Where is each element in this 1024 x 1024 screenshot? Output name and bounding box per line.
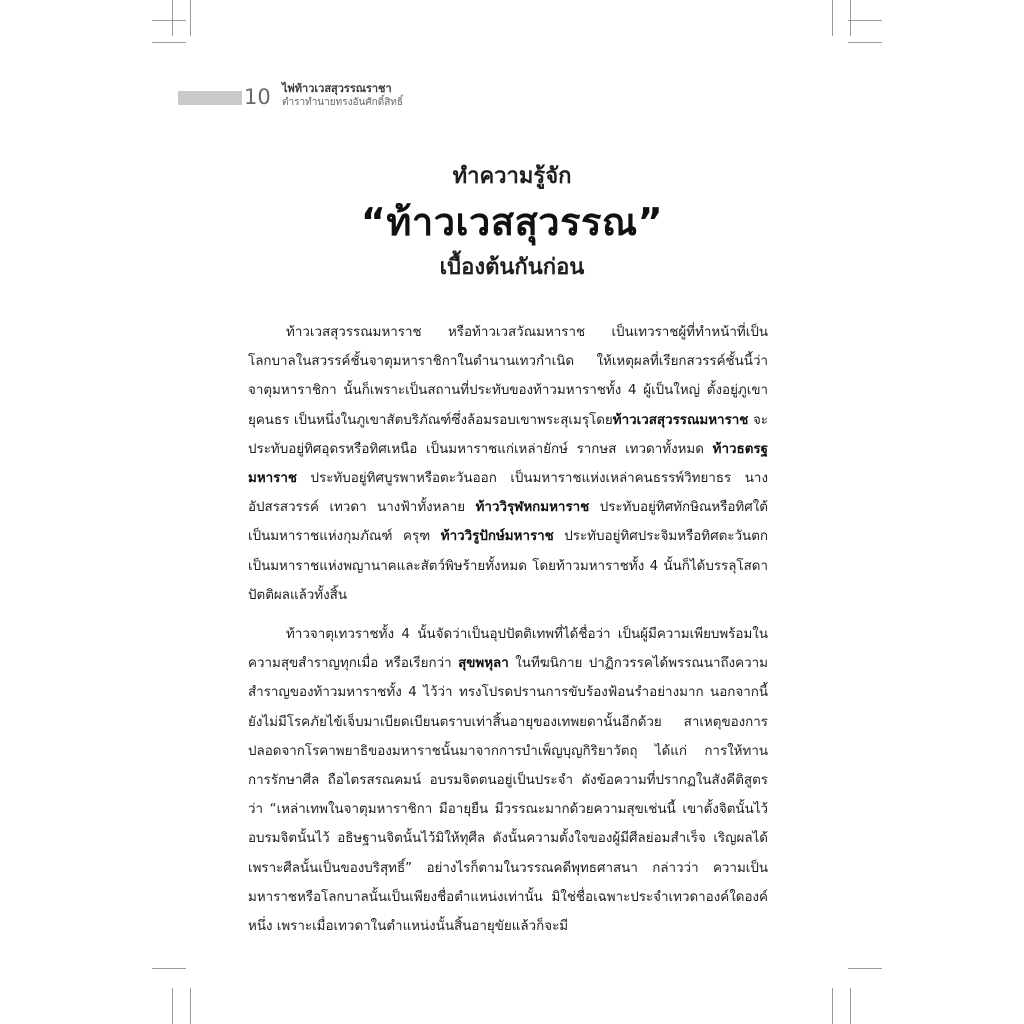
crop-mark — [152, 42, 186, 43]
bold-term: ท้าวเวสสุวรรณมหาราช — [612, 412, 749, 428]
bold-term: ท้าววิรุฬหกมหาราช — [475, 500, 590, 516]
crop-mark — [832, 0, 833, 36]
crop-mark — [172, 988, 173, 1024]
text-run: ประทับอยู่ทิศบูรพาหรือตะวันออก เป็นมหาราชแห่งเหล่าคนธรรพ์วิทยาธร นางอัปสรสวรรค์ เทวดา นางฟ้าทั้งหลาย — [248, 471, 768, 516]
crop-mark — [190, 988, 191, 1024]
crop-mark — [832, 988, 833, 1024]
text-run: ท้าวจาตุเทวราชทั้ง 4 นั้นจัดว่าเป็นอุปปัตติเทพที่ได้ชื่อว่า เป็นผู้มีความเพียบพร้อมในความสุขสำราญทุกเมื่อ หรือเรียกว่า — [248, 627, 768, 672]
header-bar — [178, 91, 242, 105]
bold-term: ท้าวธตรฐมหาราช — [248, 441, 768, 487]
crop-mark — [190, 0, 191, 36]
title-line-3: เบื้องต้นกันก่อน — [439, 255, 585, 280]
paragraph — [248, 318, 768, 610]
title-line-1: ทำความรู้จัก — [452, 164, 572, 189]
crop-mark — [850, 988, 851, 1024]
running-title: ไพ่ท้าวเวสสุวรรณราชา — [282, 82, 392, 95]
crop-mark — [848, 968, 882, 969]
crop-mark — [172, 0, 173, 36]
crop-mark — [848, 20, 882, 21]
crop-mark — [152, 968, 186, 969]
crop-mark — [850, 0, 851, 36]
bold-term: ท้าววิรูปักษ์มหาราช — [440, 529, 554, 545]
title-line-2: “ท้าวเวสสุวรรณ” — [360, 200, 664, 244]
chapter-title — [0, 160, 1024, 286]
text-run: ในทีฆนิกาย ปาฏิกวรรคได้พรรณนาถึงความสำราญของท้าวมหาราชทั้ง 4 ไว้ว่า ทรงโปรดปรานการขับร้องฟ้อนรำอย่างมาก นอกจากนี้ยังไม่มีโรคภัยไข้เจ็บมาเบียดเบียนตราบเท่าสิ้นอายุของเทพยดานั้นอีกด้วย สาเหตุของการปลอดจากโรคาพยาธิของมหาราชนั้นมาจากการบำเพ็ญบุญกิริยาวัตถุ ได้แก่ การให้ทาน การรักษาศีล ถือไตรสรณคมน์ อบรมจิตตนอยู่เป็นประจำ ดังข้อความที่ปรากฏในสังคีติสูตร ว่า “เหล่าเทพในจาตุมหาราชิกา มีอายุยืน มีวรรณะมากด้วยความสุขเช่นนี้ เขาตั้งจิตนั้นไว้ อบรมจิตนั้นไว้ อธิษฐานจิตนั้นไว้มิให้ทุศีล ดังนั้นความตั้งใจของผู้มีศีลย่อมสำเร็จ เริญผลได้เพราะศีลนั้นเป็นของบริสุทธิ์” อย่างไรก็ตามในวรรณคดีพุทธศาสนา กล่าวว่า ความเป็นมหาราชหรือโลกบาลนั้นเป็นเพียงชื่อตำแหน่งเท่านั้น มิใช่ชื่อเฉพาะประจำเทวดาองค์ใดองค์หนึ่ง เพราะเมื่อเทวดาในตำแหน่งนั้นสิ้นอายุขัยแล้วก็จะมี — [248, 656, 768, 935]
running-subtitle: ตำราทำนายทรงอันศักดิ์สิทธิ์ — [282, 97, 403, 108]
running-head — [282, 82, 403, 110]
text-run: จะประทับอยู่ทิศอุดรหรือทิศเหนือ เป็นมหาราชแก่เหล่ายักษ์ รากษส เทวดาทั้งหมด — [248, 412, 768, 457]
text-run: ประทับอยู่ทิศประจิมหรือทิศตะวันตก เป็นมหาราชแห่งพญานาคและสัตว์พิษร้ายทั้งหมด โดยท้าวมหาราชทั้ง 4 นั้นก็ได้บรรลุโสดาปัตติผลแล้วทั้งสิ้น — [248, 529, 769, 603]
paragraph — [248, 620, 768, 941]
text-run: ประทับอยู่ทิศทักษิณหรือทิศใต้ เป็นมหาราชแห่งกุมภัณฑ์ ครุฑ — [248, 500, 768, 545]
crop-mark — [152, 20, 186, 21]
bold-term: สุขพหุลา — [458, 656, 509, 672]
page-number: 10 — [244, 85, 271, 109]
body-text — [248, 318, 768, 951]
crop-mark — [848, 42, 882, 43]
text-run: ท้าวเวสสุวรรณมหาราช หรือท้าวเวสวัณมหาราช เป็นเทวราชผู้ที่ทำหน้าที่เป็นโลกบาลในสวรรค์ชั้นจาตุมหาราชิกาในตำนานเทวกำเนิด ให้เหตุผลที่เรียกสวรรค์ชั้นนี้ว่า จาตุมหาราชิกา นั้นก็เพราะเป็นสถานที่ประทับของท้าวมหาราชทั้ง 4 ผู้เป็นใหญ่ ตั้งอยู่ภูเขายุคนธร เป็นหนึ่งในภูเขาสัตบริภัณฑ์ซึ่งล้อมรอบเขาพระสุเมรุโดย — [248, 325, 768, 428]
